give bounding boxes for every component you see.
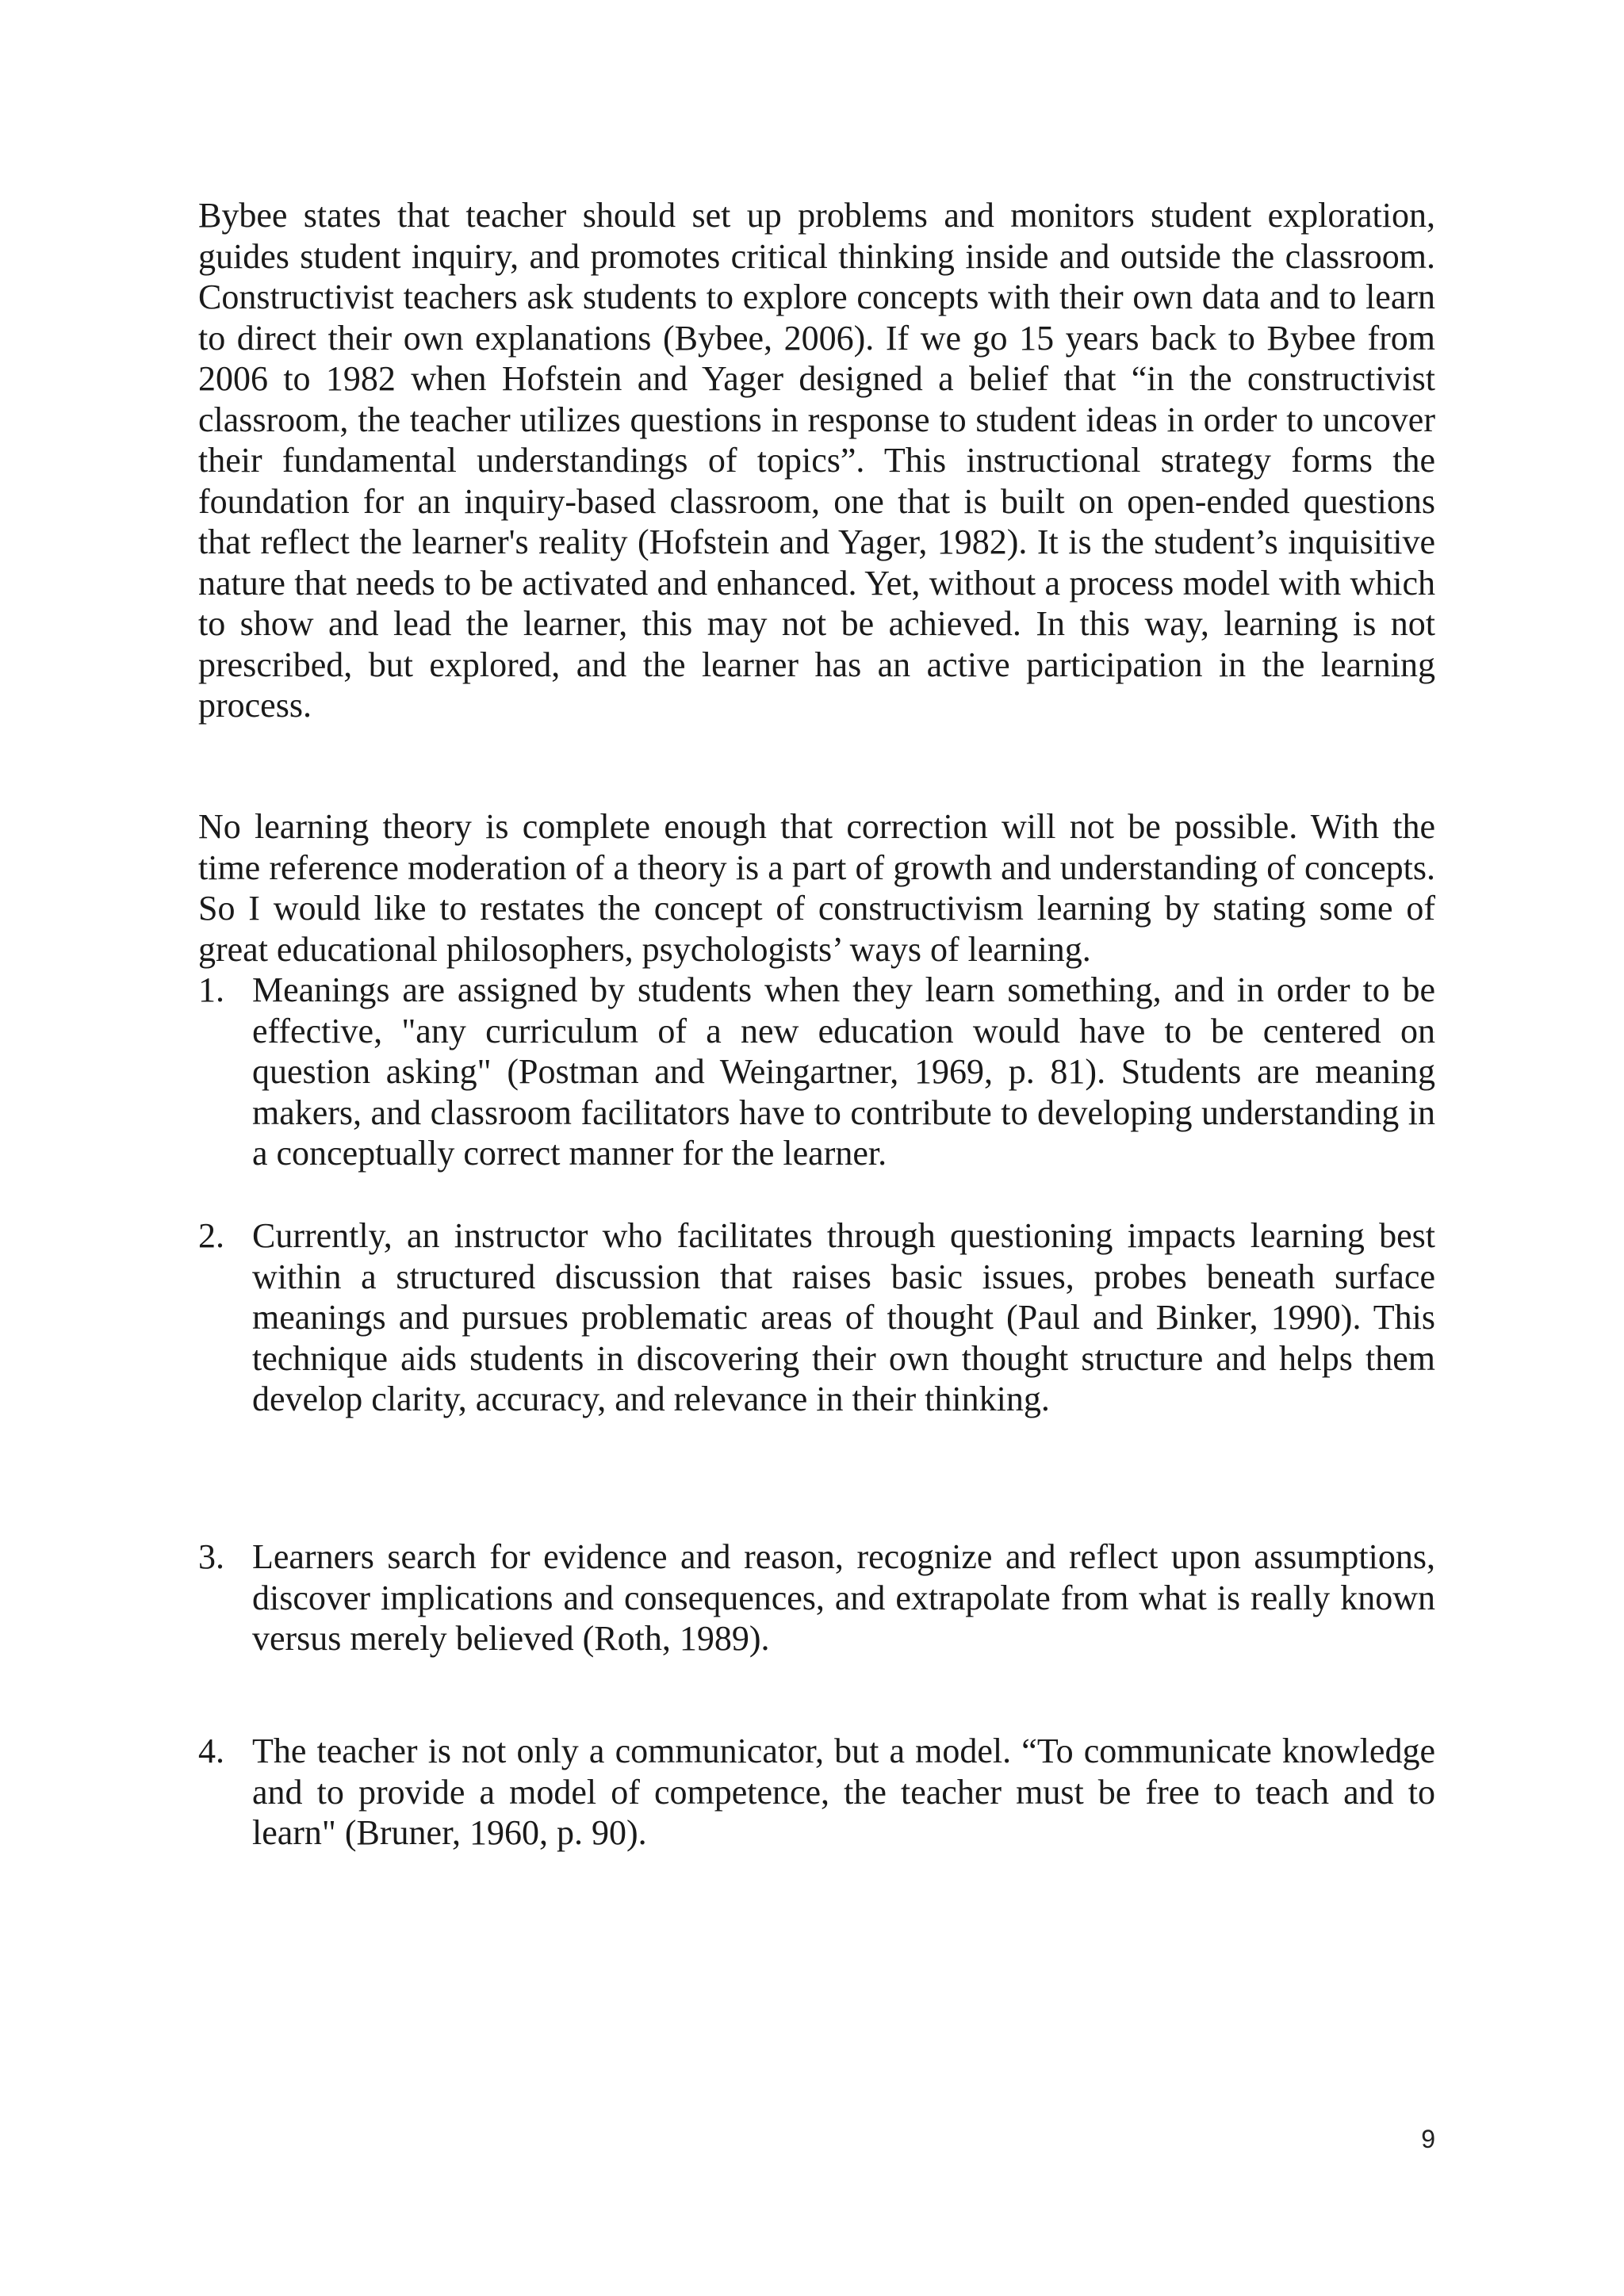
list-item-text: Meanings are assigned by students when they learn something, and in order to be effective, "any curriculum of a new education would have to be centered on question asking" (Postman and Weingartner, 1969, p. 81). Students are meaning makers, and classroom facilitators have to contribute to developing understanding in a conceptually correct manner for the learner.	[252, 970, 1435, 1173]
list-item-number: 2.	[198, 1216, 224, 1255]
list-item	[198, 1731, 1435, 1854]
list-item-number: 4.	[198, 1732, 224, 1770]
list-item-text: Learners search for evidence and reason, recognize and reflect upon assumptions, discover implications and consequences, and extrapolate from what is really known versus merely believed (Roth, 1989).	[252, 1537, 1435, 1658]
body-paragraph: No learning theory is complete enough that correction will not be possible. With the time reference moderation of a theory is a part of growth and understanding of concepts. So I would like to restates the concept of constructivism learning by stating some of great educational philosophers, psychologists’ ways of learning.	[198, 807, 1435, 969]
body-paragraph: Bybee states that teacher should set up problems and monitors student exploration, guides student inquiry, and promotes critical thinking inside and outside the classroom. Constructivist teachers ask students to explore concepts with their own data and to learn to direct their own explanations (Bybee, 2006). If we go 15 years back to Bybee from 2006 to 1982 when Hofstein and Yager designed a belief that “in the constructivist classroom, the teacher utilizes questions in response to student ideas in order to uncover their fundamental understandings of topics”. This instructional strategy forms the foundation for an inquiry-based classroom, one that is built on open-ended questions that reflect the learner's reality (Hofstein and Yager, 1982). It is the student’s inquisitive nature that needs to be activated and enhanced. Yet, without a process model with which to show and lead the learner, this may not be achieved. In this way, learning is not prescribed, but explored, and the learner has an active participation in the learning process.	[198, 196, 1435, 725]
list-item	[198, 1536, 1435, 1659]
list-item	[198, 1215, 1435, 1420]
list-item-text: The teacher is not only a communicator, but a model. “To communicate knowledge and to provide a model of competence, the teacher must be free to teach and to learn" (Bruner, 1960, p. 90).	[252, 1732, 1435, 1852]
list-item-number: 1.	[198, 970, 224, 1009]
list-item-number: 3.	[198, 1537, 224, 1576]
page-number: 9	[1421, 2125, 1435, 2153]
list-item-text: Currently, an instructor who facilitates through questioning impacts learning best within a structured discussion that raises basic issues, probes beneath surface meanings and pursues problematic areas of thought (Paul and Binker, 1990). This technique aids students in discovering their own thought structure and helps them develop clarity, accuracy, and relevance in their thinking.	[252, 1216, 1435, 1418]
list-item	[198, 970, 1435, 1174]
